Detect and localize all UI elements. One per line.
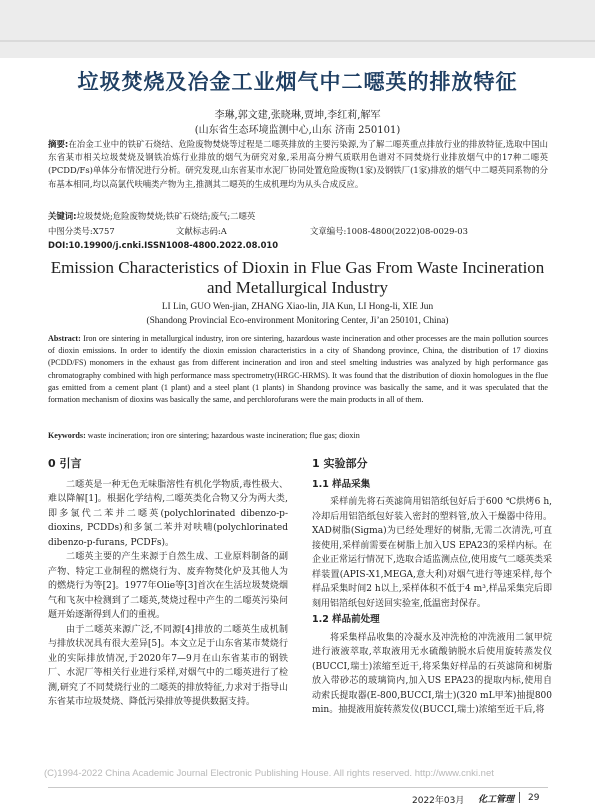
pretreatment-paragraph: 将采集样品收集的冷凝水及冲洗枪的冲洗液用二氯甲烷进行液液萃取,萃取液用无水硫酸钠脱水后使用旋转蒸发仪(BUCCI,瑞士)浓缩至近干,将采集好样品的石英滤筒和树脂放入带砂芯的玻璃筒内,加入US EPA23的提取内标,使用自动索氏提取器(E-800,BUCCI,瑞士)(320 mL甲苯)抽提800 min。抽提液用旋转蒸发仪(BUCCI,瑞士)浓缩至近干后,将 [312, 632, 552, 715]
subsection-pretreatment: 1.2 样品前处理 [312, 614, 380, 625]
abstract-cn-label: 摘要: [48, 139, 69, 149]
section-heading-intro: 0 引言 [48, 457, 82, 470]
abstract-en-label: Abstract: [48, 334, 81, 343]
footer-separator [519, 792, 520, 803]
article-number: 文章编号:1008-4800(2022)08-0029-03 [310, 226, 468, 236]
intro-paragraph-1: 二噁英是一种无色无味脂溶性有机化学物质,毒性极大、难以降解[1]。根据化学结构,二噁英类化合物又分为两大类,即多氯代二苯并二噁英(polychlorinated dibenzo-p-dioxins, PCDDs)和多氯二苯并对呋喃(polychlorinated dibenzo-p-furans, PCDFs)。 [48, 479, 288, 548]
header-stripe [0, 40, 595, 42]
footer-rule [48, 787, 548, 788]
keywords-cn [48, 210, 548, 222]
clc-number: 中图分类号:X757 [48, 226, 115, 236]
footer-journal-name: 化工管理 [478, 795, 515, 805]
affiliation-cn: (山东省生态环境监测中心,山东 济南 250101) [194, 125, 401, 136]
right-column [312, 457, 552, 718]
intro-paragraph-2: 二噁英主要的产生来源于自然生成、工业原料制备的副产物、特定工业制程的燃烧行为、废弃物焚化炉及其他人为的燃烧行为等[2]。1977年Olie等[3]首次在生活垃圾焚烧烟气和飞灰中检测到了二噁英,焚烧过程中产生的二噁英污染问题开始逐渐得到人们的重视。 [48, 552, 288, 620]
footer-date: 2022年03月 [412, 796, 465, 806]
keywords-cn-label: 关键词: [48, 211, 77, 221]
abstract-cn-text: 在冶金工业中的铁矿石烧结、危险废物焚烧等过程是二噁英排放的主要污染源,为了解二噁英重点排放行业的排放特征,选取中国山东省某市相关垃圾焚烧及钢铁冶炼行业排放的烟气为研究对象,采用高分辨气质联用色谱对不同焚烧行业排放烟气中的17种二噁英(PCDD/Fs)单体分布情况进行分析。研究发现,山东省某市水泥厂协同处置危险废物(1家)及钢铁厂(1家)排放的烟气中二噁英同系物的分布基本相同,均以高氯代呋喃类产物为主,推测其二噁英的生成机理均为从头合成反应。 [48, 139, 548, 189]
title-cn: 垃圾焚烧及冶金工业烟气中二噁英的排放特征 [77, 70, 518, 94]
keywords-cn-text: 垃圾焚烧;危险废物焚烧;铁矿石烧结;废气;二噁英 [76, 211, 256, 221]
doc-code: 文献标志码:A [176, 226, 227, 236]
copyright-watermark: (C)1994-2022 China Academic Journal Electronic Publishing House. All rights reserved. http://www.cnki.net [44, 768, 494, 779]
page-header-band [0, 0, 595, 58]
abstract-en [48, 333, 548, 406]
doi: DOI:10.19900/j.cnki.ISSN1008-4800.2022.08.010 [48, 240, 279, 250]
abstract-cn [48, 138, 548, 191]
page-number: 29 [528, 793, 540, 803]
affiliation-en: (Shandong Provincial Eco-environment Monitoring Center, Ji’an 250101, China) [146, 316, 449, 326]
keywords-en [48, 431, 548, 440]
intro-paragraph-3: 由于二噁英来源广泛,不同源[4]排放的二噁英生成机制与排放状况具有很大差异[5]。本文立足于山东省某市焚烧行业的实际排放情况,于2020年7—9月在山东省某市的钢铁厂、水泥厂等相关行业进行采样,对烟气中的二噁英进行了检测,研究了不同焚烧行业的二噁英的排放特征,力求对于指导山东省某市垃圾焚烧、降低污染排放等提供数据支持。 [48, 624, 288, 707]
section-heading-experiment: 1 实验部分 [312, 457, 368, 470]
subsection-sampling: 1.1 样品采集 [312, 478, 371, 490]
keywords-en-text: waste incineration; iron ore sintering; hazardous waste incineration; flue gas; dioxin [87, 431, 360, 440]
left-column [48, 457, 288, 710]
keywords-en-label: Keywords: [48, 431, 86, 440]
sampling-paragraph: 采样前先将石英滤筒用铝箔纸包好后于600 ℃烘烤6 h,冷却后用铝箔纸包好装入密封的塑料管,放入干燥器中待用。XAD树脂(Sigma)为已经处理好的树脂,无需二次清洗,可直接使用,采样前需要在树脂上加入US EPA23的采样内标。在企业正常运行情况下,选取合适监测点位,使用废气二噁英类采样装置(APIS-X1,MEGA,意大利)对烟气进行等速采样,每个样品采集时间2 h以上,采样体积不低于4 m³,样品采集完后即刻用铝箔纸包好送回实验室,低温密封保存。 [312, 497, 552, 609]
abstract-en-text: Iron ore sintering in metallurgical industry, iron ore sintering, hazardous waste incineration and other processes are the main pollution sources of dioxin emissions. In order to identify the dioxin emission characteristics in a city of Shandong province, China, the distribution of 17 dioxins (PCDD/FS) monomers in the exhaust gas from different incineration and iron and steel smelting industries was analyzed by high performance gas chromatography combined with high performance mass spectrometry(HRGC-HRMS). It was found that the distribution of dioxin homologues in the flue gas emitted from a cement plant (1 plant) and a steel plant (1 plants) in Shandong province was basically the same, and it was speculated that the formation mechanism of dioxins was basically the same, and perchlorofurans were the main products in all of them. [48, 334, 548, 405]
authors-cn: 李琳,郭文建,张晓琳,贾坤,李红莉,解军 [214, 110, 381, 121]
title-en: Emission Characteristics of Dioxin in Flue Gas From Waste Incineration and Metallurgical Industry [50, 258, 545, 297]
authors-en: LI Lin, GUO Wen-jian, ZHANG Xiao-lin, JIA Kun, LI Hong-li, XIE Jun [161, 302, 434, 312]
